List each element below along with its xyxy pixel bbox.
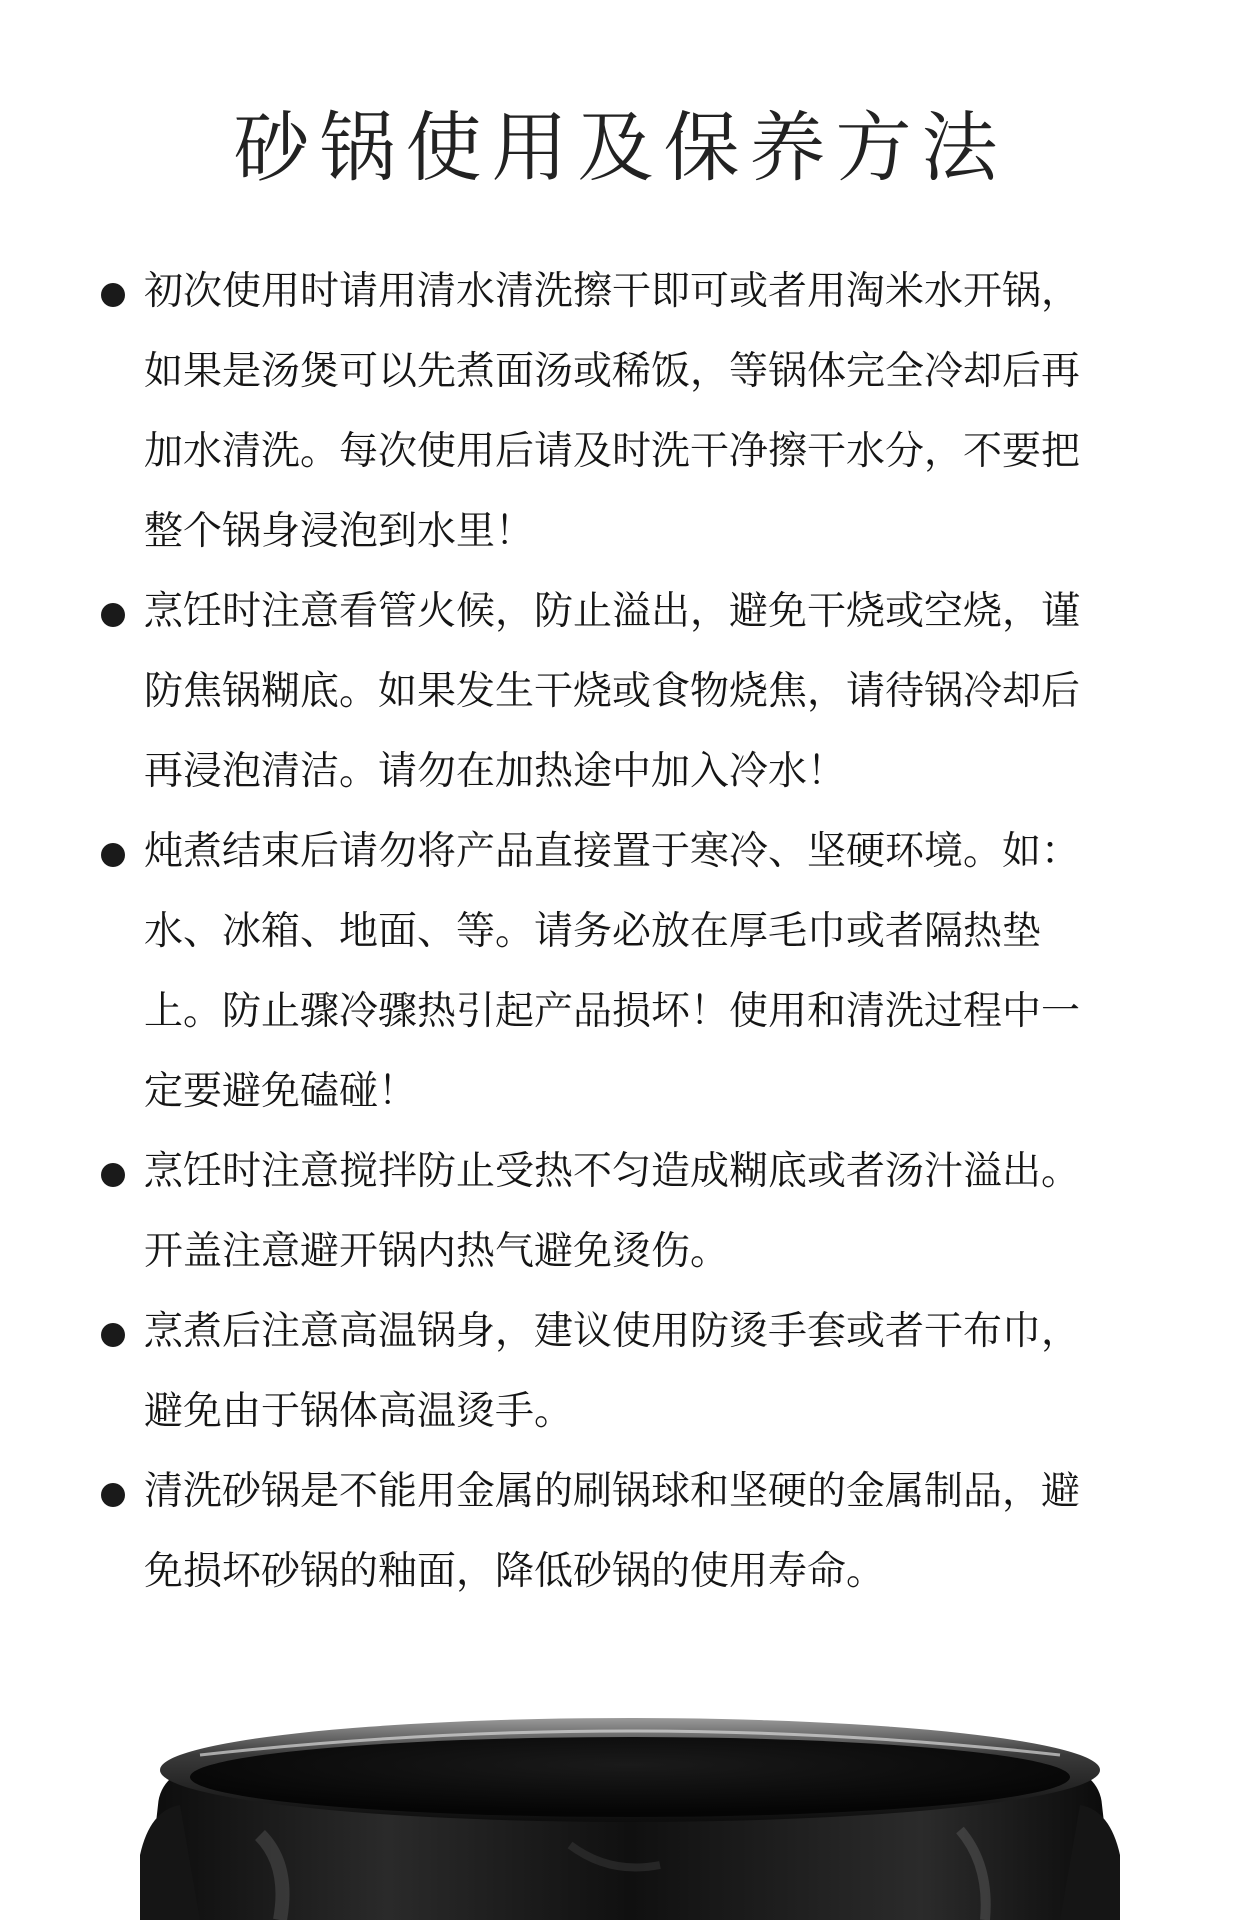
bullet-icon — [101, 1163, 125, 1187]
list-item — [0, 1452, 1104, 1612]
list-item-text: 烹饪时注意搅拌防止受热不匀造成糊底或者汤汁溢出。开盖注意避开锅内热气避免烫伤。 — [144, 1149, 1081, 1274]
list-item — [0, 572, 1104, 812]
list-item-text: 初次使用时请用清水清洗擦干即可或者用淘米水开锅，如果是汤煲可以先煮面汤或稀饭，等锅体完全冷却后再加水清洗。每次使用后请及时洗干净擦干水分，不要把整个锅身浸泡到水里！ — [144, 269, 1081, 554]
bullet-icon — [101, 843, 125, 867]
care-instructions-list — [0, 252, 1241, 1612]
list-item — [0, 1132, 1104, 1292]
bullet-icon — [101, 283, 125, 307]
list-item — [0, 1292, 1104, 1452]
bullet-icon — [101, 603, 125, 627]
list-item — [0, 812, 1104, 1132]
list-item-text: 清洗砂锅是不能用金属的刷锅球和坚硬的金属制品，避免损坏砂锅的釉面，降低砂锅的使用寿命。 — [144, 1469, 1081, 1594]
page-title: 砂锅使用及保养方法 — [233, 103, 1008, 192]
list-item-text: 烹煮后注意高温锅身，建议使用防烫手套或者干布巾，避免由于锅体高温烫手。 — [144, 1309, 1081, 1434]
bullet-icon — [101, 1323, 125, 1347]
list-item — [0, 252, 1104, 572]
clay-pot-image — [140, 1715, 1120, 1920]
list-item-text: 烹饪时注意看管火候，防止溢出，避免干烧或空烧，谨防焦锅糊底。如果发生干烧或食物烧焦，请待锅冷却后再浸泡清洁。请勿在加热途中加入冷水！ — [144, 589, 1081, 794]
bullet-icon — [101, 1483, 125, 1507]
list-item-text: 炖煮结束后请勿将产品直接置于寒冷、坚硬环境。如：水、冰箱、地面、等。请务必放在厚毛巾或者隔热垫上。防止骤冷骤热引起产品损坏！使用和清洗过程中一定要避免磕碰！ — [144, 829, 1081, 1114]
